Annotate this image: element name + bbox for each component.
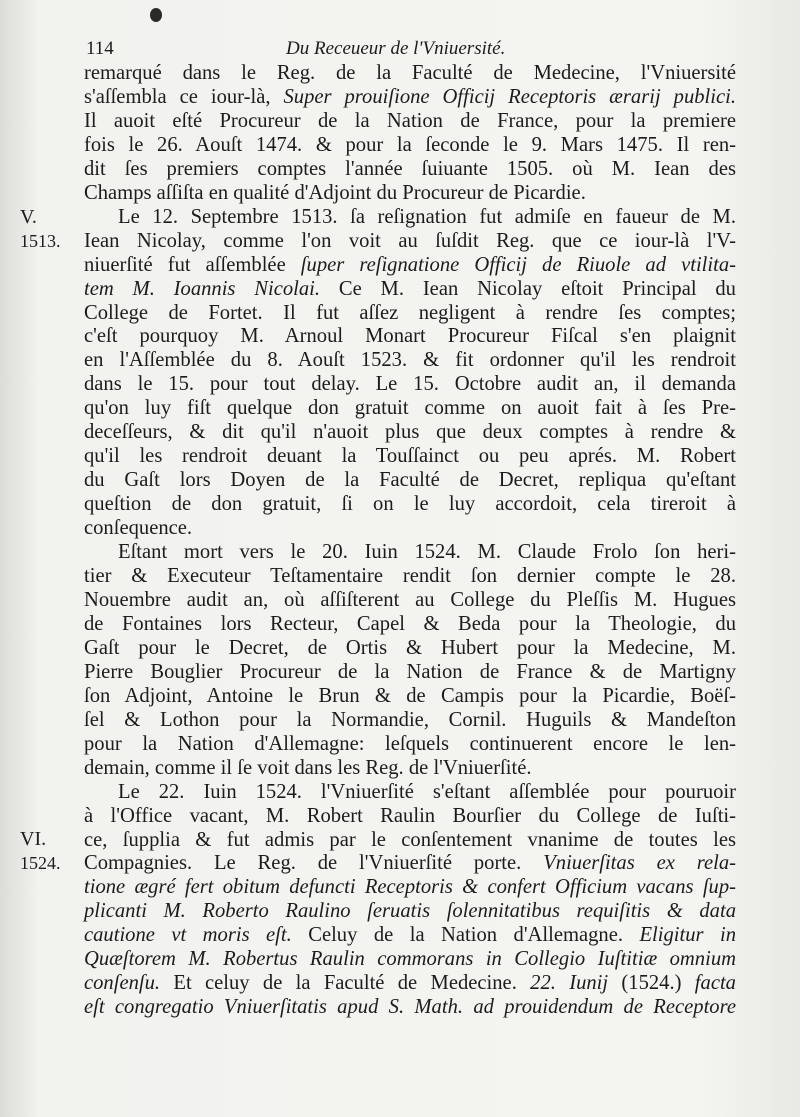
italic-text-segment: plicanti M. Roberto Raulino ſeruatis ſolennitatibus requiſitis & data [84,900,736,923]
text-segment: remarqué dans le Reg. de la Faculté de Medecine, l'Vniuersité [84,62,736,84]
text-line [84,397,736,421]
text-segment: conſequence. [84,517,193,540]
text-line [84,302,736,326]
italic-text-segment: Vniuerſitas ex rela- [543,852,736,875]
text-line [84,876,736,900]
text-line [84,373,736,397]
text-segment: queſtion de don gratuit, ſi on le luy accordoit, cela tireroit à [84,493,736,516]
italic-text-segment: Super prouiſione Officij Receptoris ærarij publici. [283,85,736,108]
text-line [84,182,736,206]
text-line [84,781,736,805]
text-line [84,805,736,829]
text-line [84,254,736,278]
text-segment: qu'on luy fiſt quelque don gratuit comme on auoit fait à ſes Pre- [84,397,736,420]
text-segment: Compagnies. Le Reg. de l'Vniuerſité porte. [84,852,544,875]
text-line [84,445,736,469]
text-line [84,565,736,589]
text-line [84,685,736,709]
text-line [84,469,736,493]
text-line [84,158,736,182]
italic-text-segment: tem M. Ioannis Nicolai. [84,277,321,300]
text-line [84,230,736,254]
margin-year-1513: 1513. [20,231,61,251]
text-segment: dans le 15. pour tout delay. Le 15. Octobre audit an, il demanda [84,373,736,396]
text-segment: Celuy de la Nation d'Allemagne. [291,924,640,947]
text-line [84,134,736,158]
text-segment: ſel & Lothon pour la Normandie, Cornil. Huguils & Mandeſton [84,708,736,731]
text-segment: (1524.) [608,972,695,995]
text-segment: fois le 26. Aouſt 1474. & pour la ſeconde le 9. Mars 1475. Il ren- [84,133,736,156]
text-segment: niuerſité fut aſſemblée [84,253,301,276]
text-segment: pour la Nation d'Allemagne: leſquels continuerent encore le len- [84,732,736,755]
page-number: 114 [86,38,114,59]
text-segment: s'aſſembla ce iour-là, [84,85,284,108]
margin-section-v: V. [20,206,37,228]
italic-text-segment: facta [694,972,736,995]
text-line [84,493,736,517]
text-segment: Le 12. Septembre 1513. ſa reſignation fut admiſe en faueur de M. [118,205,736,228]
text-line [84,996,736,1020]
text-segment: Ce M. Iean Nicolay eſtoit Principal du [320,277,736,300]
text-line [84,757,736,781]
text-line [84,541,736,565]
text-segment: ce, ſupplia & fut admis par le conſentement vnanime de toutes les [84,828,736,851]
text-line [84,661,736,685]
italic-text-segment: Eligitur in [639,924,737,947]
text-line [84,924,736,948]
ink-blot [150,8,162,22]
text-line [84,900,736,924]
text-line [84,972,736,996]
text-line [84,709,736,733]
text-segment: Eſtant mort vers le 20. Iuin 1524. M. Claude Frolo ſon heri- [118,541,736,564]
text-segment: c'eſt pourquoy M. Arnoul Monart Procureur Fiſcal s'en plaignit [84,325,736,348]
text-line [84,325,736,349]
text-line [84,421,736,445]
text-line [84,62,736,86]
text-segment: à l'Office vacant, M. Robert Raulin Bourſier du College de Iuſti- [84,804,736,827]
text-segment: de Fontaines lors Recteur, Capel & Beda pour la Theologie, du [84,612,736,635]
running-title: Du Receueur de l'Vniuersité. [286,38,506,59]
italic-text-segment: eſt congregatio Vniuerſitatis apud S. Math. ad prouidendum de Receptore [84,996,736,1019]
text-line [84,589,736,613]
text-segment: Champs aſſiſta en qualité d'Adjoint du Procureur de Picardie. [84,181,586,204]
text-segment: Gaſt pour le Decret, de Ortis & Hubert pour la Medecine, M. [84,636,736,659]
text-segment: dit ſes premiers comptes l'année ſuiuante 1505. où M. Iean des [84,157,736,180]
text-line [84,517,736,541]
margin-section-vi: VI. [20,828,47,850]
italic-text-segment: Quæſtorem M. Robertus Raulin commorans in Collegio Iuſtitiæ omnium [84,948,736,971]
italic-text-segment: ſuper reſignatione Officij de Riuole ad vtilita- [300,253,736,276]
text-line [84,613,736,637]
text-line [84,206,736,230]
text-segment: demain, comme il ſe voit dans les Reg. de l'Vniuerſité. [84,756,532,779]
text-segment: Il auoit eſté Procureur de la Nation de France, pour la premiere [84,109,736,132]
text-segment: du Gaſt lors Doyen de la Faculté de Decret, repliqua qu'eſtant [84,469,736,492]
text-segment: Iean Nicolay, comme l'on voit au ſuſdit Reg. que ce iour-là l'V- [84,229,736,252]
text-segment: Le 22. Iuin 1524. l'Vniuerſité s'eſtant aſſemblée pour pouruoir [118,780,736,803]
text-segment: ſon Adjoint, Antoine le Brun & de Campis pour la Picardie, Boëſ- [84,684,736,707]
text-line [84,829,736,853]
italic-text-segment: cautione vt moris eſt. [84,924,292,947]
text-line [84,110,736,134]
italic-text-segment: conſenſu. [84,972,161,995]
text-segment: Nouembre audit an, où aſſiſterent au College du Pleſſis M. Hugues [84,588,736,611]
margin-year-1524: 1524. [20,853,61,873]
text-segment: en l'Aſſemblée du 8. Aouſt 1523. & fit ordonner qu'il les rendroit [84,349,736,372]
text-segment: qu'il les rendroit deuant la Touſſainct ou peu aprés. M. Robert [84,445,736,468]
text-line [84,637,736,661]
text-segment: College de Fortet. Il fut aſſez negligent à rendre ſes comptes; [84,301,736,324]
text-line [84,349,736,373]
text-line [84,278,736,302]
body-text [84,62,736,1020]
text-segment: deceſſeurs, & dit qu'il n'auoit plus que deux comptes à rendre & [84,421,736,444]
italic-text-segment: 22. Iunij [530,972,609,995]
text-segment: Pierre Bouglier Procureur de la Nation de France & de Martigny [84,660,736,683]
text-segment: Et celuy de la Faculté de Medecine. [160,972,531,995]
italic-text-segment: tione ægré fert obitum defuncti Receptoris & confert Officium vacans ſup- [84,876,736,899]
text-line [84,733,736,757]
text-segment: tier & Executeur Teſtamentaire rendit ſon dernier compte le 28. [84,565,736,588]
text-line [84,948,736,972]
text-line [84,852,736,876]
text-line [84,86,736,110]
